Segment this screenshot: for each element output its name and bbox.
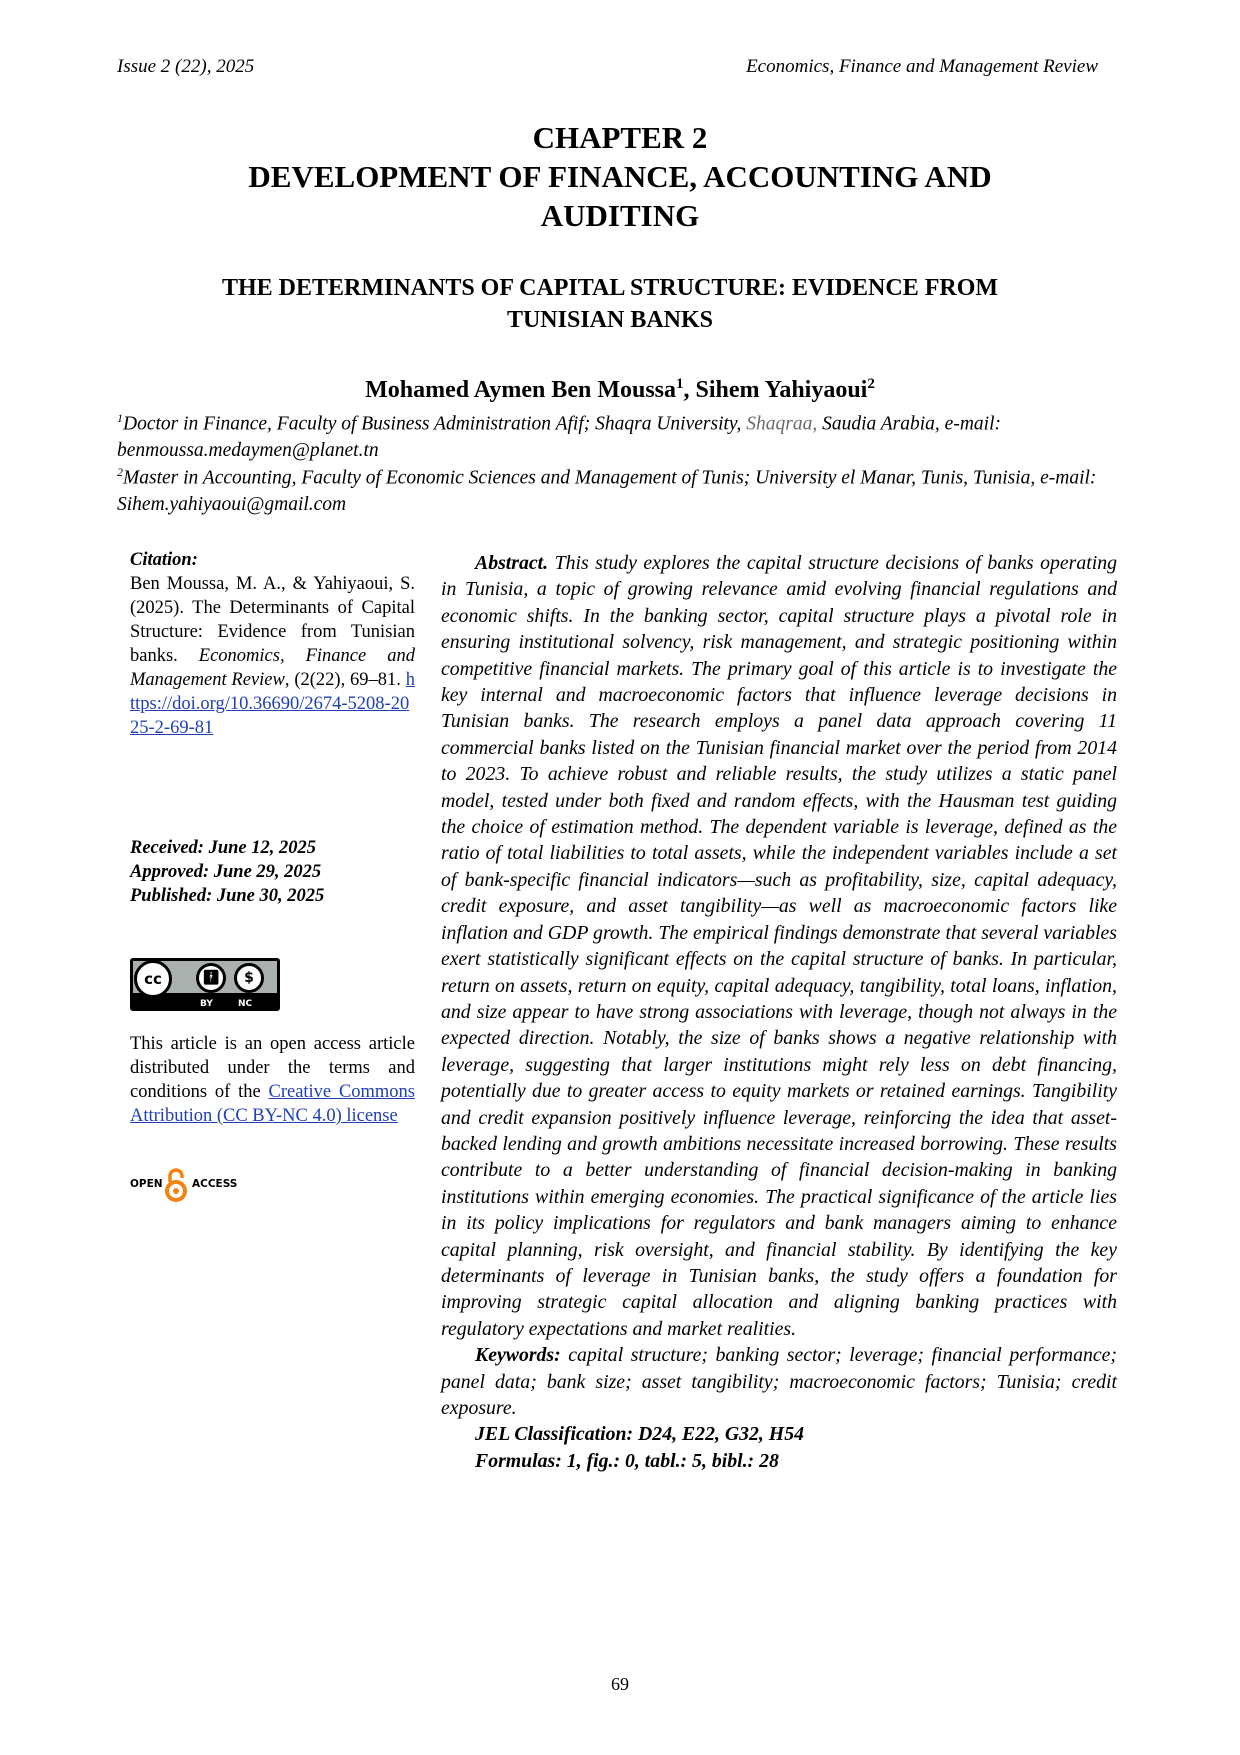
affiliation-1-sup: 1: [117, 411, 123, 425]
citation-plain: Ben Moussa, M. A., & Yahiyaoui, S. (2025). The Determinants of Capital Structure: Evidence from Tunisian banks.: [130, 574, 415, 666]
abstract-label: Abstract.: [475, 552, 549, 574]
author-2-sup: 2: [867, 376, 875, 392]
citation-label: Citation:: [130, 550, 198, 570]
article-title: [117, 272, 1103, 336]
author-2: Sihem Yahiyaoui: [695, 377, 868, 403]
article-title-line1: THE DETERMINANTS OF CAPITAL STRUCTURE: EVIDENCE FROM: [221, 275, 999, 301]
citation-text: [130, 572, 415, 740]
license-text: [130, 1032, 415, 1128]
affiliation-2-sup: 2: [117, 465, 123, 479]
chapter-title-line1: DEVELOPMENT OF FINANCE, ACCOUNTING AND: [248, 159, 992, 194]
header-issue: Issue 2 (22), 2025: [117, 56, 255, 77]
cc-by-nc-badge[interactable]: [130, 958, 280, 1011]
chapter-title-line2: AUDITING: [540, 198, 700, 233]
formulas-count: Formulas: 1, fig.: 0, tabl.: 5, bibl.: 28: [475, 1449, 779, 1472]
keywords-paragraph: [441, 1342, 1117, 1421]
cc-icon: cc: [134, 960, 172, 998]
open-access-right-text: ACCESS: [192, 1178, 238, 1190]
published-date: Published: June 30, 2025: [130, 886, 325, 906]
jel-classification: JEL Classification: D24, E22, G32, H54: [475, 1423, 804, 1446]
abstract-column: [441, 550, 1117, 1474]
author-separator: ,: [683, 377, 696, 403]
citation-journal: Economics, Finance and Management Review: [130, 646, 415, 690]
badge-nc-label: NC: [238, 999, 253, 1009]
author-1-sup: 1: [676, 376, 684, 392]
received-date: Received: June 12, 2025: [130, 838, 316, 858]
badge-by-label: BY: [200, 999, 213, 1009]
open-lock-icon: [163, 1168, 189, 1202]
doi-link[interactable]: https://doi.org/10.36690/2674-5208-2025-2-69-81: [130, 670, 416, 738]
keywords-label: Keywords:: [475, 1344, 561, 1367]
abstract-text: This study explores the capital structure decisions of banks operating in Tunisia, a topic of growing relevance amid evolving financial regulations and economic shifts. In the banking sector, capital structure plays a pivotal role in ensuring institutional solvency, risk management, and strategic positioning within competitive financial markets. The primary goal of this article is to investigate the key internal and macroeconomic factors that influence leverage decisions in Tunisian banks. The research employs a panel data approach covering 11 commercial banks listed on the Tunisian financial market over the period from 2014 to 2023. To achieve robust and reliable results, the study utilizes a static panel model, tested under both fixed and random effects, with the Hausman test guiding the choice of estimation method. The dependent variable is leverage, defined as the ratio of total liabilities to total assets, while the independent variables include a set of bank-specific financial indicators—such as profitability, size, capital adequacy, credit exposure, and asset tangibility—as well as macroeconomic factors like inflation and GDP growth. The empirical findings demonstrate that several variables exert statistically significant effects on the capital structure of banks. In particular, return on assets, return on equity, capital adequacy, tangibility, total loans, inflation, and size appear to have strong associations with leverage, though not always in the expected direction. Notably, the size of banks shows a negative relationship with leverage, suggesting that larger institutions might rely less on debt financing, potentially due to greater access to equity markets or retained earnings. Tangibility and credit expansion positively influence leverage, reinforcing the idea that asset-backed lending and growth ambitions necessitate increased borrowing. These results contribute to a better understanding of financial decision-making in banking institutions within emerging economies. The practical significance of the article lies in its policy implications for regulators and bank managers aiming to enhance capital planning, risk oversight, and financial stability. By identifying the key determinants of leverage in Tunisian banks, the study offers a foundation for improving strategic capital allocation and aligning banking practices with regulatory expectations and market realities.: [441, 552, 1117, 1340]
affiliation-2-text: Master in Accounting, Faculty of Economic Sciences and Management of Tunis; University el Manar, Tunis, Tunisia, e-mail: Sihem.yahiyaoui@gmail.com: [117, 467, 1097, 515]
keywords-text: capital structure; banking sector; leverage; financial performance; panel data; bank size; asset tangibility; macroeconomic factors; Tunisia; credit exposure.: [441, 1344, 1117, 1419]
affiliation-1-grey: Shaqraa,: [746, 413, 818, 435]
dates-block: [130, 836, 415, 908]
header-journal: Economics, Finance and Management Review: [746, 56, 1098, 77]
noncommercial-dollar-icon: $: [234, 963, 264, 993]
license-statement: This article is an open access article distributed under the terms and conditions of the: [130, 1034, 415, 1102]
citation-tail: , (2(22), 69–81.: [284, 670, 406, 690]
open-access-left-text: OPEN: [130, 1178, 163, 1190]
chapter-number: CHAPTER 2: [532, 120, 708, 155]
author-1: Mohamed Aymen Ben Moussa: [365, 377, 677, 403]
affiliation-1: [117, 405, 1123, 464]
affiliation-1-text-a: Doctor in Finance, Faculty of Business Administration Afif; Shaqra University,: [123, 413, 747, 435]
authors: [0, 376, 1240, 404]
citation-block: [130, 548, 415, 740]
attribution-person-icon: 🚹︎: [196, 963, 226, 993]
page-number: 69: [611, 1674, 629, 1694]
license-link[interactable]: Creative Commons Attribution (CC BY-NC 4.0) license: [130, 1082, 416, 1126]
article-title-line2: TUNISIAN BANKS: [506, 307, 714, 333]
affiliation-2: [117, 459, 1123, 518]
affiliation-1-text-b: Saudia Arabia, e-mail: benmoussa.medaymen@planet.tn: [117, 413, 1001, 461]
chapter-heading: [0, 118, 1240, 235]
abstract-paragraph: [441, 550, 1117, 1342]
approved-date: Approved: June 29, 2025: [130, 862, 322, 882]
